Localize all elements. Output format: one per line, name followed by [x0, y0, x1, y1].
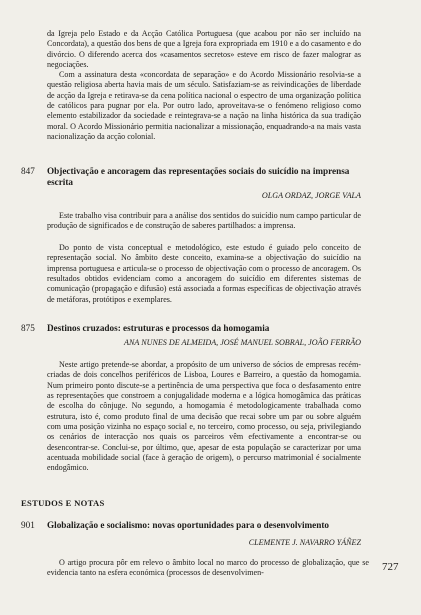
- entry-authors: OLGA ORDAZ, JORGE VALA: [261, 191, 361, 200]
- abstract-paragraph: Neste artigo pretende-se abordar, a propósito de um universo de sócios de empresas recém-criadas de dois concelhos periféricos de Lisboa, Loures e Barreiro, a questão da homogamia. Num primeiro ponto discute-se a pertinência de uma perspectiva que foca o desfasamento entre as representações que constroem a conjugalidade moderna e a lógica homogâmica das práticas de escolha do cônjuge. No segundo, a homogamia é metodologicamente trabalhada como estrutura, isto é, como produto final de uma decisão que recai sobre um par ou sobre alguém com uma posição vizinha no espaço social e, no terceiro, como processo, ou seja, privilegiando os cenários de interacção nos quais os parceiros vêm efectivamente a encontrar-se ou desencontrar-se. Conclui-se, por último, que, apesar de esta população se caracterizar por uma acentuada mobilidade social (face à geração de origem), o percurso matrimonial é socialmente endogâmico.: [47, 360, 361, 473]
- entry-title: Objectivação e ancoragem das representações sociais do suicídio na imprensa escrita: [47, 166, 350, 187]
- entry-authors: ANA NUNES DE ALMEIDA, JOSÉ MANUEL SOBRAL, JOÃO FERRÃO: [124, 338, 361, 347]
- entry-title: Destinos cruzados: estruturas e processos da homogamia: [47, 323, 270, 333]
- entry-number: 901: [21, 520, 35, 530]
- abstract-paragraph: Este trabalho visa contribuir para a análise dos sentidos do suicídio num campo particular de produção de significados e de construção de saberes partilhados: a imprensa.: [47, 211, 361, 231]
- section-heading: ESTUDOS E NOTAS: [21, 498, 105, 508]
- entry-number: 847: [21, 166, 35, 176]
- abstract-paragraph: O artigo procura pôr em relevo o âmbito local no marco do processo de globalização, que se evidencia tanto na esfera económica (processos de desenvolvimen-: [47, 558, 369, 578]
- entry-title: Globalização e socialismo: novas oportunidades para o desenvolvimento: [47, 520, 330, 530]
- entry-authors: CLEMENTE J. NAVARRO YÁÑEZ: [248, 538, 361, 547]
- page-number: 727: [382, 561, 399, 573]
- intro-paragraph: Com a assinatura desta «concordata de separação» e do Acordo Missionário resolvia-se a questão religiosa aberta havia mais de um século. Satisfaziam-se as reivindicações de liberdade de acção da Igreja e retirava-se da cena política nacional o espectro de uma organização política de católicos para pugnar por ela. Por outro lado, aproveitava-se o fenómeno religioso como elemento estabilizador da sociedade e reintegrava-se a nação na linha histórica da sua tradição moral. O Acordo Missionário permitia nacionalizar a missionação, enquadrando-a na mais vasta nacionalização da acção colonial.: [47, 70, 361, 142]
- entry-number: 875: [21, 323, 35, 333]
- abstract-paragraph: Do ponto de vista conceptual e metodológico, este estudo é guiado pelo conceito de representação social. No âmbito deste conceito, examina-se a objectivação do suicídio na imprensa portuguesa e articula-se o processo de objectivação com o processo de ancoragem. Os resultados obtidos evidenciam como a ancoragem do suicídio em diferentes sistemas de comunicação (propagação e difusão) está associada a formas específicas de objectivação através de metáforas, protótipos e exemplares.: [47, 243, 361, 304]
- intro-paragraph-continued: da Igreja pelo Estado e da Acção Católica Portuguesa (que acabou por não ser incluído na Concordata), a questão dos bens de que a Igreja fora expropriada em 1910 e a do casamento e do divórcio. O diferendo acerca dos «casamentos secretos» esteve em risco de fazer malograr as negociações.: [47, 29, 361, 70]
